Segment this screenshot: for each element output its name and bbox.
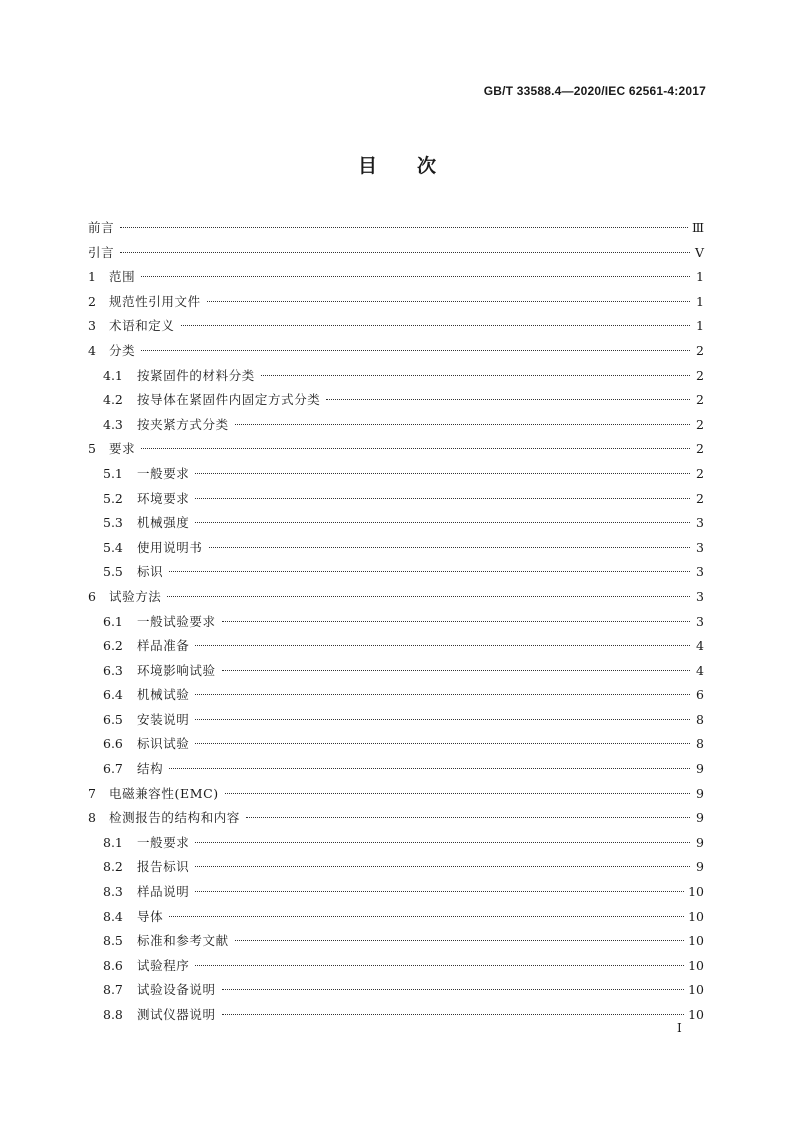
toc-entry-title: 按紧固件的材料分类: [137, 367, 255, 383]
toc-entry-number: 8.5: [103, 933, 123, 949]
toc-dot-leader: [235, 424, 690, 425]
toc-entry-page: 10: [688, 1007, 704, 1022]
toc-entry-number: 6.7: [103, 761, 123, 777]
toc-entry-number: 5.1: [103, 465, 123, 481]
toc-entry[interactable]: [88, 462, 704, 487]
toc-dot-leader: [141, 448, 690, 449]
toc-entry-title: 标识试验: [137, 736, 190, 752]
toc-entry-page: 1: [696, 293, 704, 309]
toc-entry-page: 2: [696, 416, 704, 432]
toc-entry[interactable]: [88, 241, 704, 266]
toc-entry-page: 3: [696, 515, 704, 531]
toc-entry-number: 5.5: [103, 564, 123, 580]
toc-entry[interactable]: [88, 954, 704, 979]
toc-entry-page: 9: [696, 810, 704, 826]
page-title: 目次: [357, 155, 476, 177]
toc-dot-leader: [209, 547, 690, 548]
toc-dot-leader: [141, 276, 690, 277]
toc-dot-leader: [195, 866, 690, 867]
toc-entry-page: 10: [688, 957, 704, 973]
toc-dot-leader: [195, 694, 690, 695]
toc-entry[interactable]: [88, 265, 704, 290]
toc-entry[interactable]: [88, 929, 704, 954]
toc-entry-number: 3: [88, 318, 96, 334]
toc-entry[interactable]: [88, 708, 704, 733]
toc-dot-leader: [235, 940, 684, 941]
toc-entry-number: 5: [88, 441, 96, 457]
toc-entry[interactable]: [88, 388, 704, 413]
toc-entry[interactable]: [88, 782, 704, 807]
toc-entry-number: 4.3: [103, 416, 123, 432]
toc-dot-leader: [222, 621, 690, 622]
toc-entry-page: 10: [688, 908, 704, 924]
toc-entry-title: 分类: [109, 342, 136, 358]
toc-entry-title: 标识: [137, 564, 164, 580]
toc-entry-page: 1: [696, 318, 704, 334]
toc-entry-number: 6.6: [103, 736, 123, 752]
toc-dot-leader: [326, 399, 690, 400]
toc-dot-leader: [195, 498, 690, 499]
toc-entry-page: 3: [696, 613, 704, 629]
toc-entry[interactable]: [88, 314, 704, 339]
toc-entry-number: 8.3: [103, 884, 123, 900]
toc-entry-number: 8.6: [103, 957, 123, 973]
toc-entry[interactable]: [88, 806, 704, 831]
page-number: Ⅰ: [677, 1021, 682, 1035]
toc-entry-title: 安装说明: [137, 711, 190, 727]
toc-entry-page: 10: [688, 933, 704, 949]
toc-entry[interactable]: [88, 683, 704, 708]
toc-entry[interactable]: [88, 880, 704, 905]
toc-entry[interactable]: [88, 634, 704, 659]
toc-entry[interactable]: [88, 536, 704, 561]
toc-dot-leader: [246, 817, 690, 818]
toc-dot-leader: [120, 227, 688, 228]
toc-entry-title: 要求: [109, 441, 136, 457]
toc-dot-leader: [167, 596, 690, 597]
toc-entry-title: 引言: [88, 244, 115, 260]
toc-entry[interactable]: [88, 757, 704, 782]
toc-entry-page: 9: [696, 785, 704, 801]
toc-entry-title: 试验程序: [137, 957, 190, 973]
toc-entry[interactable]: [88, 216, 704, 241]
toc-entry-page: 2: [696, 465, 704, 481]
toc-entry-title: 一般要求: [137, 834, 190, 850]
toc-entry-title: 环境影响试验: [137, 662, 216, 678]
toc-entry-title: 范围: [109, 269, 136, 285]
toc-entry-title: 样品准备: [137, 638, 190, 654]
toc-entry-number: 5.4: [103, 539, 123, 555]
toc-entry-number: 8.7: [103, 982, 123, 998]
toc-entry-title: 检测报告的结构和内容: [109, 810, 241, 826]
toc-entry-page: 9: [696, 761, 704, 777]
toc-entry[interactable]: [88, 290, 704, 315]
toc-dot-leader: [169, 571, 690, 572]
table-of-contents: [88, 216, 704, 1028]
toc-dot-leader: [225, 793, 690, 794]
toc-entry[interactable]: [88, 905, 704, 930]
toc-entry-title: 一般要求: [137, 465, 190, 481]
toc-entry-page: 10: [688, 982, 704, 998]
toc-entry-title: 试验设备说明: [137, 982, 216, 998]
toc-entry-page: 9: [696, 859, 704, 875]
toc-dot-leader: [195, 743, 690, 744]
toc-entry-title: 试验方法: [109, 588, 162, 604]
toc-entry-page: 3: [696, 588, 704, 604]
toc-entry-number: 1: [88, 269, 96, 285]
toc-entry-title: 机械试验: [137, 687, 190, 703]
toc-entry-title: 机械强度: [137, 515, 190, 531]
toc-entry[interactable]: [88, 339, 704, 364]
toc-entry-page: 2: [696, 441, 704, 457]
toc-dot-leader: [169, 916, 684, 917]
toc-entry-page: 10: [688, 884, 704, 900]
toc-entry-title: 样品说明: [137, 884, 190, 900]
toc-entry-title: 结构: [137, 761, 164, 777]
toc-entry-page: 2: [696, 367, 704, 383]
toc-entry-number: 6: [88, 588, 96, 604]
toc-dot-leader: [169, 768, 690, 769]
toc-entry[interactable]: [88, 560, 704, 585]
toc-entry-number: 6.1: [103, 613, 123, 629]
toc-entry-number: 8.1: [103, 834, 123, 850]
toc-dot-leader: [195, 965, 684, 966]
toc-dot-leader: [195, 719, 690, 720]
toc-entry-page: 4: [696, 662, 704, 678]
toc-entry-page: Ⅴ: [694, 244, 704, 260]
toc-entry[interactable]: [88, 487, 704, 512]
standard-code: GB/T 33588.4—2020/IEC 62561-4:2017: [483, 84, 706, 98]
toc-entry-title: 规范性引用文件: [109, 293, 201, 309]
toc-entry-title: 报告标识: [137, 859, 190, 875]
toc-entry-number: 4.2: [103, 392, 123, 408]
toc-entry-title: 导体: [137, 908, 164, 924]
toc-entry-page: 6: [696, 687, 704, 703]
toc-entry-number: 7: [88, 785, 96, 801]
toc-dot-leader: [207, 301, 690, 302]
toc-entry[interactable]: [88, 978, 704, 1003]
toc-dot-leader: [222, 670, 690, 671]
toc-dot-leader: [141, 350, 690, 351]
toc-entry-page: 2: [696, 342, 704, 358]
toc-entry[interactable]: [88, 732, 704, 757]
toc-entry-title: 标准和参考文献: [137, 933, 229, 949]
toc-dot-leader: [222, 989, 684, 990]
toc-entry-number: 5.2: [103, 490, 123, 506]
toc-entry[interactable]: [88, 659, 704, 684]
toc-entry-title: 测试仪器说明: [137, 1007, 216, 1022]
toc-entry-title: 环境要求: [137, 490, 190, 506]
toc-entry-number: 8: [88, 810, 96, 826]
toc-entry-page: 1: [696, 269, 704, 285]
toc-entry-number: 8.2: [103, 859, 123, 875]
toc-entry-title: 按导体在紧固件内固定方式分类: [137, 392, 321, 408]
toc-dot-leader: [195, 645, 690, 646]
toc-entry[interactable]: [88, 413, 704, 438]
toc-entry[interactable]: [88, 364, 704, 389]
toc-entry-number: 2: [88, 293, 96, 309]
toc-entry-page: 9: [696, 834, 704, 850]
toc-entry-page: Ⅲ: [691, 220, 704, 235]
toc-dot-leader: [181, 325, 690, 326]
toc-entry-title: 术语和定义: [109, 318, 175, 334]
toc-entry-page: 3: [696, 564, 704, 580]
toc-entry-title: 按夹紧方式分类: [137, 416, 229, 432]
toc-entry-number: 6.4: [103, 687, 123, 703]
toc-entry-title: 电磁兼容性(EMC): [109, 785, 219, 801]
toc-dot-leader: [120, 252, 690, 253]
toc-entry[interactable]: [88, 511, 704, 536]
toc-dot-leader: [195, 842, 690, 843]
toc-entry-page: 4: [696, 638, 704, 654]
toc-entry[interactable]: [88, 437, 704, 462]
toc-entry-title: 前言: [88, 220, 115, 235]
toc-entry-number: 6.5: [103, 711, 123, 727]
toc-entry-page: 8: [696, 736, 704, 752]
toc-entry-title: 使用说明书: [137, 539, 203, 555]
toc-entry-number: 4.1: [103, 367, 123, 383]
toc-entry-number: 5.3: [103, 515, 123, 531]
toc-dot-leader: [195, 522, 690, 523]
toc-entry[interactable]: [88, 1003, 704, 1028]
toc-entry-title: 一般试验要求: [137, 613, 216, 629]
toc-entry-number: 8.4: [103, 908, 123, 924]
toc-entry[interactable]: [88, 610, 704, 635]
toc-dot-leader: [195, 891, 684, 892]
toc-entry-number: 4: [88, 342, 96, 358]
toc-entry-page: 8: [696, 711, 704, 727]
toc-entry[interactable]: [88, 831, 704, 856]
toc-entry-number: 6.3: [103, 662, 123, 678]
toc-entry[interactable]: [88, 855, 704, 880]
toc-entry[interactable]: [88, 585, 704, 610]
toc-dot-leader: [195, 473, 690, 474]
toc-entry-number: 8.8: [103, 1007, 123, 1022]
toc-entry-page: 2: [696, 392, 704, 408]
toc-entry-page: 2: [696, 490, 704, 506]
toc-dot-leader: [222, 1014, 684, 1015]
toc-entry-page: 3: [696, 539, 704, 555]
toc-entry-number: 6.2: [103, 638, 123, 654]
toc-dot-leader: [261, 375, 690, 376]
